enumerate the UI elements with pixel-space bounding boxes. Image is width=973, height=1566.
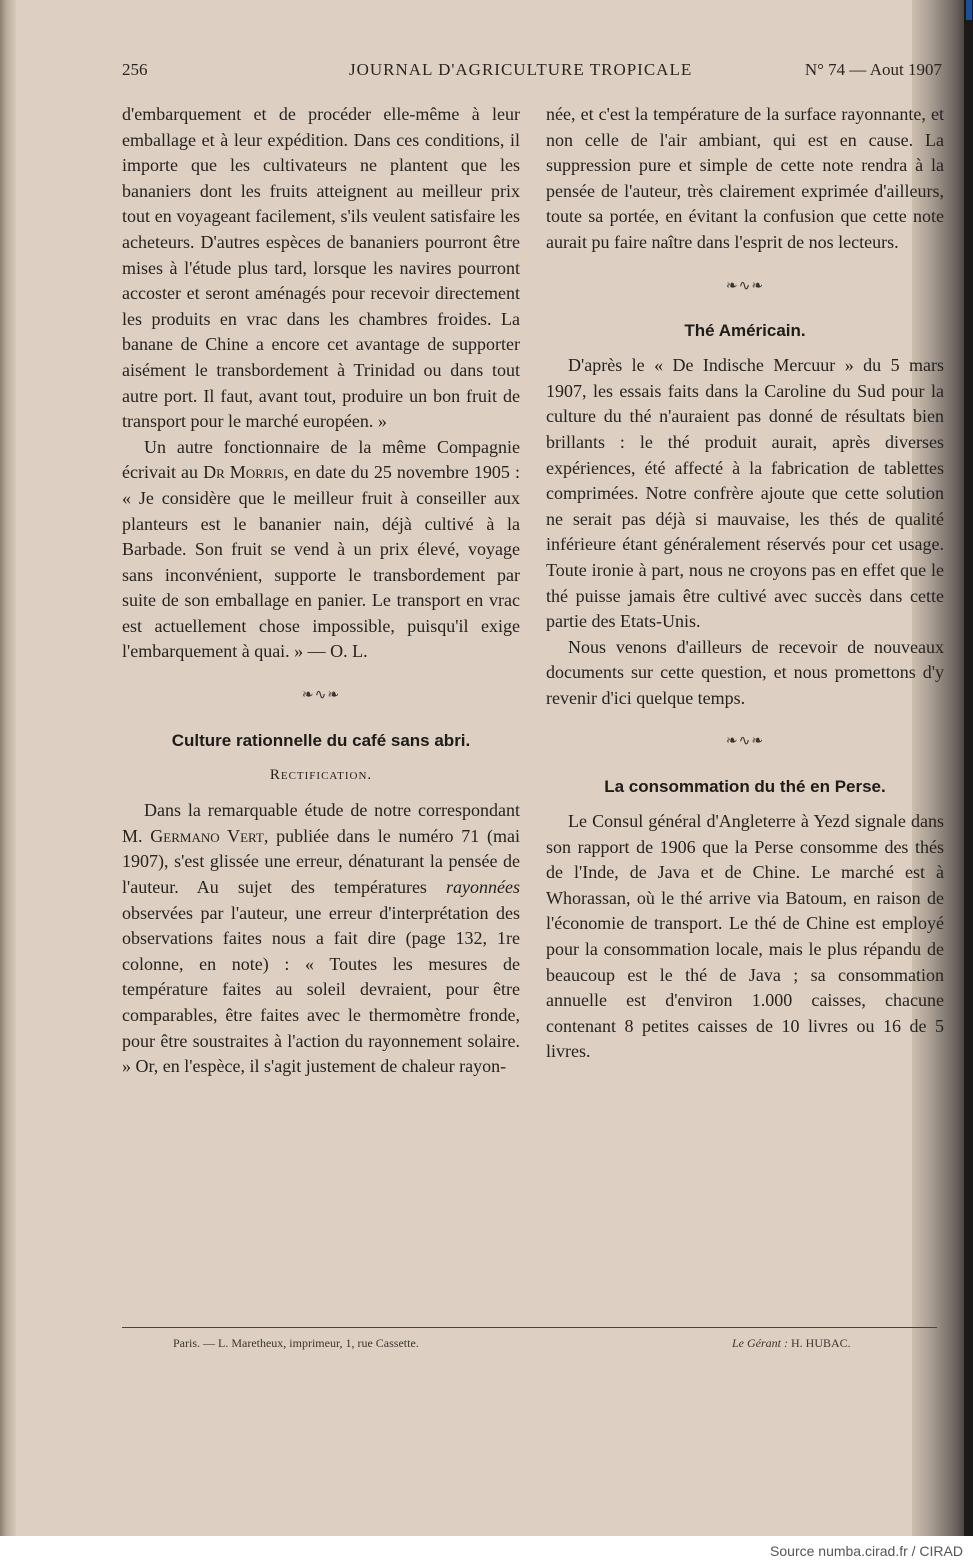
gerant-label: Le Gérant :	[732, 1336, 788, 1350]
rect-text-1: Dans la remarquable étude de notre correspondant M.	[122, 800, 520, 846]
running-header	[122, 60, 942, 82]
printer-line: Paris. — L. Maretheux, imprimeur, 1, rue Cassette.	[173, 1336, 419, 1350]
right-column	[546, 102, 944, 1065]
rect-author-name: Germano Vert	[150, 825, 264, 846]
page-number: 256	[122, 60, 148, 79]
banana-continuation-paragraph: d'embarquement et de procéder elle-même à leur emballage et à leur expédition. Dans ces conditions, il importe que les cultivateurs ne plantent que les bananiers dont les fruits atteignent au meilleur prix tout en voyageant facilement, s'ils veulent satisfaire les acheteurs. D'autres espèces de bananiers pourront être mises à l'étude plus tard, lorsque les navires pourront accoster et seront aménagés pour recevoir directement les produits en vrac dans les chambres froides. La banane de Chine a encore cet avantage de supporter aisément le transbordement à Trinidad ou dans tout autre port. Il faut, avant tout, produire un bon fruit de transport pour le marché européen. »	[122, 104, 520, 432]
rectification-subtitle: Rectification.	[269, 766, 373, 783]
left-column	[122, 102, 520, 1080]
morris-name: Dr Morris	[203, 462, 285, 483]
rect-text-2: , publiée dans le numéro 71 (mai 1907), s'est glissée une erreur, dénaturant la pensée de l'auteur. Au sujet des températures	[122, 825, 521, 898]
gerant-line	[732, 1336, 851, 1351]
ornament-divider: ❧∿❧	[725, 734, 765, 750]
footer-rule	[122, 1327, 937, 1328]
rectification-continuation: née, et c'est la température de la surface rayonnante, et non celle de l'air ambiant, qui est en cause. La suppression pure et simple de cette note rendra à la pensée de l'auteur, très clairement exprimée d'ailleurs, toute sa portée, en évitant la confusion que cette note aurait pu faire naître dans l'esprit de nos lecteurs.	[546, 104, 944, 252]
gerant-name: H. HUBAC.	[791, 1336, 851, 1350]
binding-tab	[966, 0, 972, 20]
perse-paragraph: Le Consul général d'Angleterre à Yezd signale dans son rapport de 1906 que la Perse consomme des thés de l'Inde, de Java et de Chine. Le marché est à Whorassan, où le thé arrive via Batoum, en raison de l'économie de transport. Le thé de Chine est employé pour la consommation locale, mais le plus répandu de beaucoup est le thé de Java ; sa consommation annuelle est d'environ 1.000 caisses, chacune contenant 8 petites caisses de 10 livres ou 16 de 5 livres.	[546, 811, 944, 1062]
the-americain-paragraph-2: Nous venons d'ailleurs de recevoir de nouveaux documents sur cette question, et nous promettons d'y revenir d'ici quelque temps.	[546, 636, 944, 708]
morris-text-1: Un autre fonctionnaire de la même Compagnie écrivait au	[122, 436, 520, 483]
morris-paragraph	[122, 435, 520, 665]
page-edge-left	[0, 0, 16, 1536]
rect-text-3: observées par l'auteur, une erreur d'interprétation des observations faites nous a fait dire (page 132, 1re colonne, en note) : « Toutes les mesures de température faites au soleil devraient, pour être comparables, être faites avec le thermomètre fronde, pour être soustraites à l'action du rayonnement solaire. » Or, en l'espèce, il s'agit justement de chaleur rayon-	[122, 902, 520, 1077]
rect-italic-term: rayonnées	[446, 877, 520, 898]
perse-title: La consommation du thé en Perse.	[604, 777, 886, 797]
ornament-divider: ❧∿❧	[725, 278, 765, 294]
ornament-divider: ❧∿❧	[301, 688, 341, 704]
the-americain-title: Thé Américain.	[684, 321, 806, 341]
issue-label: N° 74 — Aout 1907	[804, 60, 942, 79]
rectification-paragraph	[122, 798, 520, 1080]
the-americain-paragraph-1: D'après le « De Indische Mercuur » du 5 mars 1907, les essais faits dans la Caroline du Sud pour la culture du thé n'auraient pas donné de résultats bien brillants : le thé produit aurait, après diverses expériences, été affecté à la fabrication de tablettes comprimées. Notre confrère ajoute que cette solution ne serait pas déjà si mauvaise, les thés de qualité inférieure étant généralement réservés pour cet usage. Toute ironie à part, nous ne croyons pas en effet que le thé puisse jamais être cultivé avec succès dans cette partie des Etats-Unis.	[546, 355, 944, 632]
binding-strip	[964, 0, 973, 1536]
cafe-section-title: Culture rationnelle du café sans abri.	[171, 730, 471, 750]
morris-text-2: , en date du 25 novembre 1905 : « Je considère que le meilleur fruit à conseiller aux planteurs est le bananier nain, déjà cultivé à la Barbade. Son fruit se vend à un prix élevé, voyage sans inconvénient, supporte le transbordement par suite de son emballage en panier. Le transport en vrac est actuellement chose impossible, puisqu'il exige l'embarquement à quai. » — O. L.	[122, 462, 520, 662]
journal-title: JOURNAL D'AGRICULTURE TROPICALE	[349, 60, 693, 79]
source-credit: Source numba.cirad.fr / CIRAD	[770, 1543, 963, 1559]
